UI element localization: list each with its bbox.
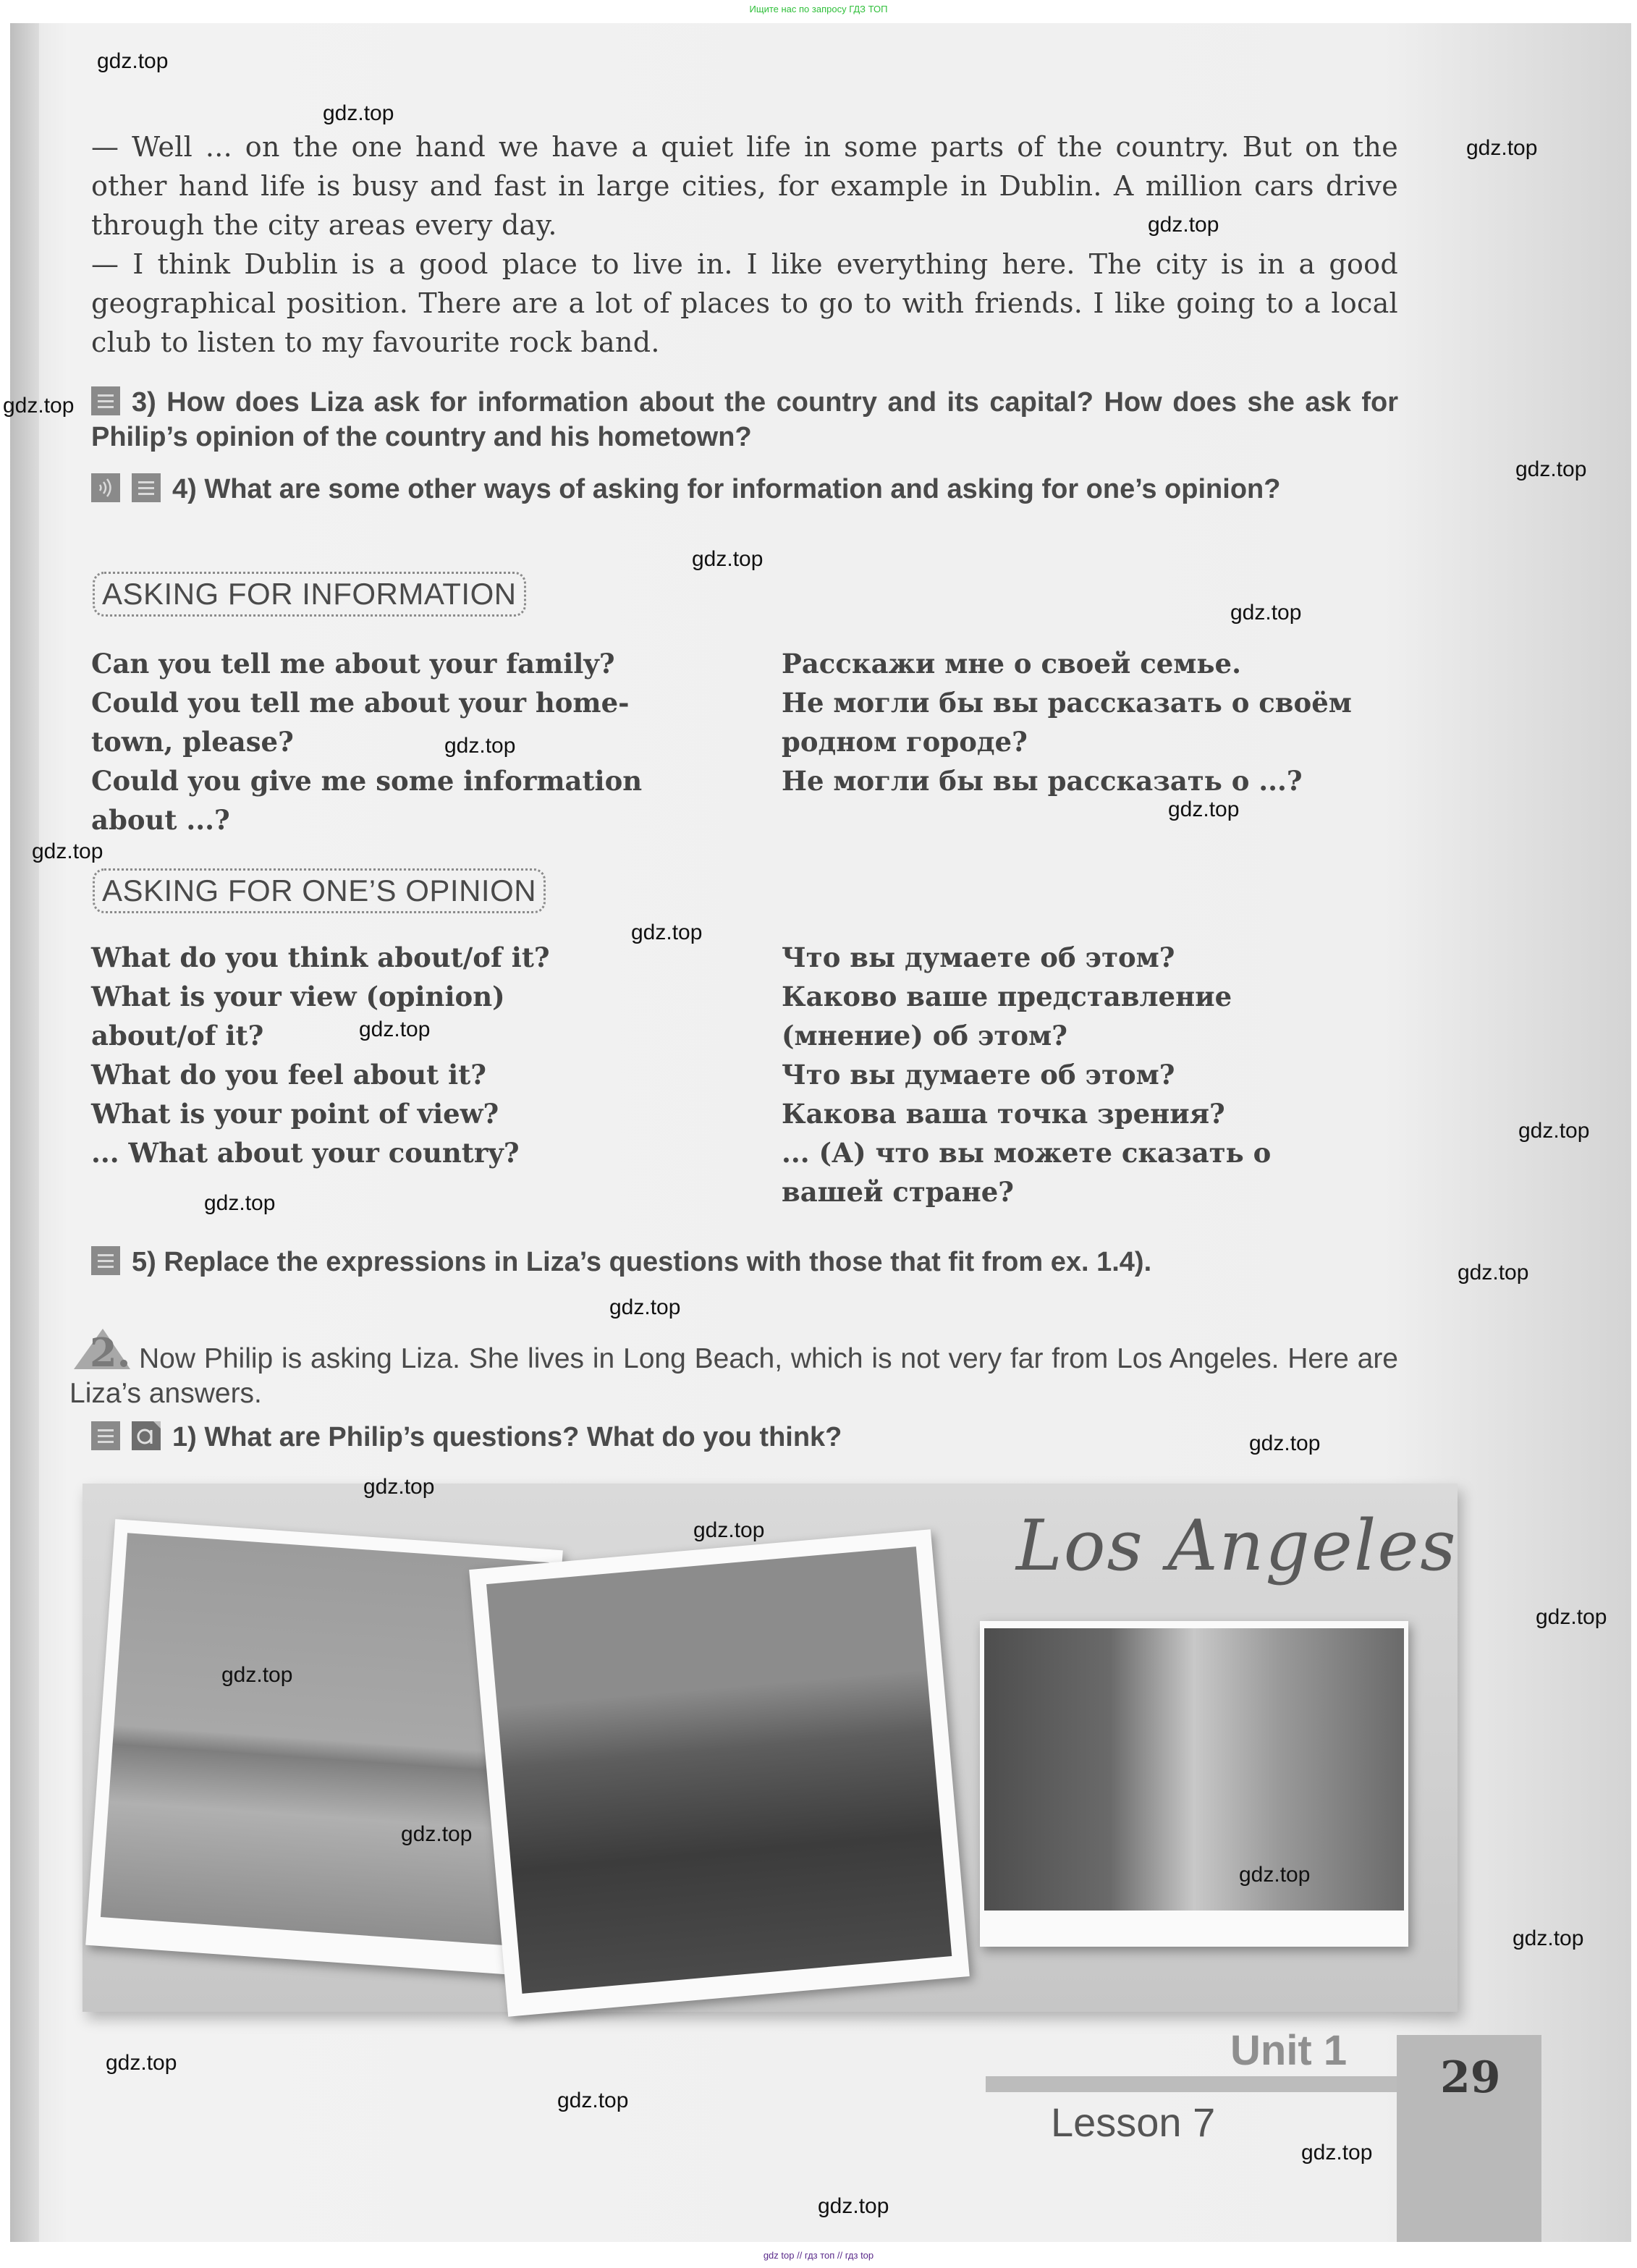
watermark: gdz.top (106, 2051, 177, 2075)
watermark: gdz.top (359, 1017, 431, 1041)
opinion-row-3-en: What do you feel about it? (91, 1059, 486, 1091)
footer-divider (986, 2076, 1398, 2092)
watermark: gdz.top (1239, 1863, 1311, 1887)
dialogue-line-1: — Well ... on the one hand we have a quiet life in some parts of the country. But on the other hand life is busy and fast in large cities, for example in Dublin. A million cars drive through the city areas every day. (91, 131, 1398, 241)
opinion-row-1-ru: Что вы думаете об этом? (782, 942, 1175, 973)
opinion-row-5-ru: ... (А) что вы можете сказать о вашей стране? (782, 1137, 1272, 1208)
asking-opinion-heading: ASKING FOR ONE’S OPINION (93, 868, 546, 913)
watermark: gdz.top (401, 1822, 473, 1846)
task-5-text: 5) Replace the expressions in Liza’s questions with those that fit from ex. 1.4). (132, 1247, 1152, 1277)
exercise-2-intro (69, 1327, 1398, 1411)
watermark: gdz.top (1148, 213, 1219, 237)
opinion-row-2-en: What is your view (opinion) about/of it? (91, 981, 505, 1052)
watermark: gdz.top (363, 1475, 435, 1499)
watermark: gdz.top (1515, 457, 1587, 481)
watermark: gdz.top (3, 394, 75, 418)
info-row-1-en: Can you tell me about your family? (91, 648, 615, 680)
info-row-1-ru: Расскажи мне о своей семье. (782, 648, 1241, 680)
info-row-3-ru: Не могли бы вы рассказать о ...? (782, 765, 1303, 797)
page-number: 29 (1440, 2052, 1501, 2103)
watermark: gdz.top (204, 1191, 276, 1215)
opinion-row-4-en: What is your point of view? (91, 1098, 499, 1130)
watermark: gdz.top (693, 1518, 765, 1542)
watermark: gdz.top (557, 2089, 629, 2112)
bottom-banner[interactable]: gdz top // гдз топ // гдз top (763, 2250, 874, 2261)
unit-label: Unit 1 (1230, 2027, 1348, 2074)
watermark: gdz.top (323, 101, 394, 125)
watermark: gdz.top (1301, 2141, 1373, 2165)
watermark: gdz.top (1466, 136, 1538, 160)
watermark: gdz.top (1230, 601, 1302, 625)
watermark: gdz.top (1249, 1431, 1321, 1455)
watermark: gdz.top (1168, 797, 1240, 821)
watermark: gdz.top (1518, 1119, 1590, 1143)
watermark: gdz.top (444, 734, 516, 758)
exercise-2-intro-text: Now Philip is asking Liza. She lives in Long Beach, which is not very far from Los Angeles. Here are Liza’s answers. (69, 1343, 1398, 1409)
svg-text:2.: 2. (90, 1329, 131, 1372)
watermark: gdz.top (631, 921, 703, 944)
opinion-row-4-ru: Какова ваша точка зрения? (782, 1098, 1225, 1130)
info-row-2-ru: Не могли бы вы рассказать о своём родном городе? (782, 687, 1352, 758)
street-traffic-photo (980, 1621, 1408, 1947)
dialogue-line-2: — I think Dublin is a good place to live in. I like everything here. The city is in a good geographical position. There are a lot of places to go to with friends. I like going to a local club to listen to my favourite rock band. (91, 248, 1398, 358)
downtown-skyline-photo (469, 1529, 970, 2016)
watermark: gdz.top (1513, 1926, 1584, 1950)
watermark: gdz.top (1458, 1261, 1529, 1285)
lesson-label: Lesson 7 (1051, 2099, 1216, 2145)
task-5 (91, 1245, 1416, 1279)
watermark: gdz.top (818, 2194, 889, 2218)
opinion-row-2-ru: Каково ваше представление (мнение) об этом? (782, 981, 1232, 1052)
text-lines-icon (91, 386, 120, 415)
opinion-row-5-en: ... What about your country? (91, 1137, 520, 1169)
info-row-3-en: Could you give me some information about ...? (91, 765, 643, 836)
text-lines-icon (91, 1246, 120, 1275)
los-angeles-photo-collage (83, 1484, 1458, 2012)
watermark: gdz.top (97, 49, 169, 73)
watermark: gdz.top (32, 839, 103, 863)
watermark: gdz.top (609, 1295, 681, 1319)
triangle-exercise-icon (69, 1327, 132, 1372)
text-lines-icon (132, 473, 161, 502)
pair-work-icon (132, 1421, 161, 1450)
exercise-2-task-1-text: 1) What are Philip’s questions? What do you think? (172, 1422, 842, 1452)
task-3-text: 3) How does Liza ask for information about the country and its capital? How does she ask for Philip’s opinion of the country and his hometown? (91, 387, 1398, 452)
info-row-2-en: Could you tell me about your home-town, please? (91, 687, 630, 758)
watermark: gdz.top (692, 547, 763, 571)
exercise-2-task-1 (91, 1420, 1394, 1455)
top-banner[interactable]: Ищите нас по запросу ГДЗ ТОП (749, 4, 888, 14)
page-spine (10, 23, 39, 2242)
opinion-row-3-ru: Что вы думаете об этом? (782, 1059, 1175, 1091)
watermark: gdz.top (1536, 1605, 1607, 1629)
text-lines-icon (91, 1421, 120, 1450)
task-3 (91, 385, 1398, 454)
task-4 (91, 472, 1398, 507)
collage-title: Los Angeles (1016, 1505, 1458, 1586)
watermark: gdz.top (221, 1663, 293, 1687)
asking-information-heading: ASKING FOR INFORMATION (93, 572, 526, 617)
task-4-text: 4) What are some other ways of asking for information and asking for one’s opinion? (172, 474, 1281, 504)
opinion-row-1-en: What do you think about/of it? (91, 942, 550, 973)
audio-icon (91, 473, 120, 502)
